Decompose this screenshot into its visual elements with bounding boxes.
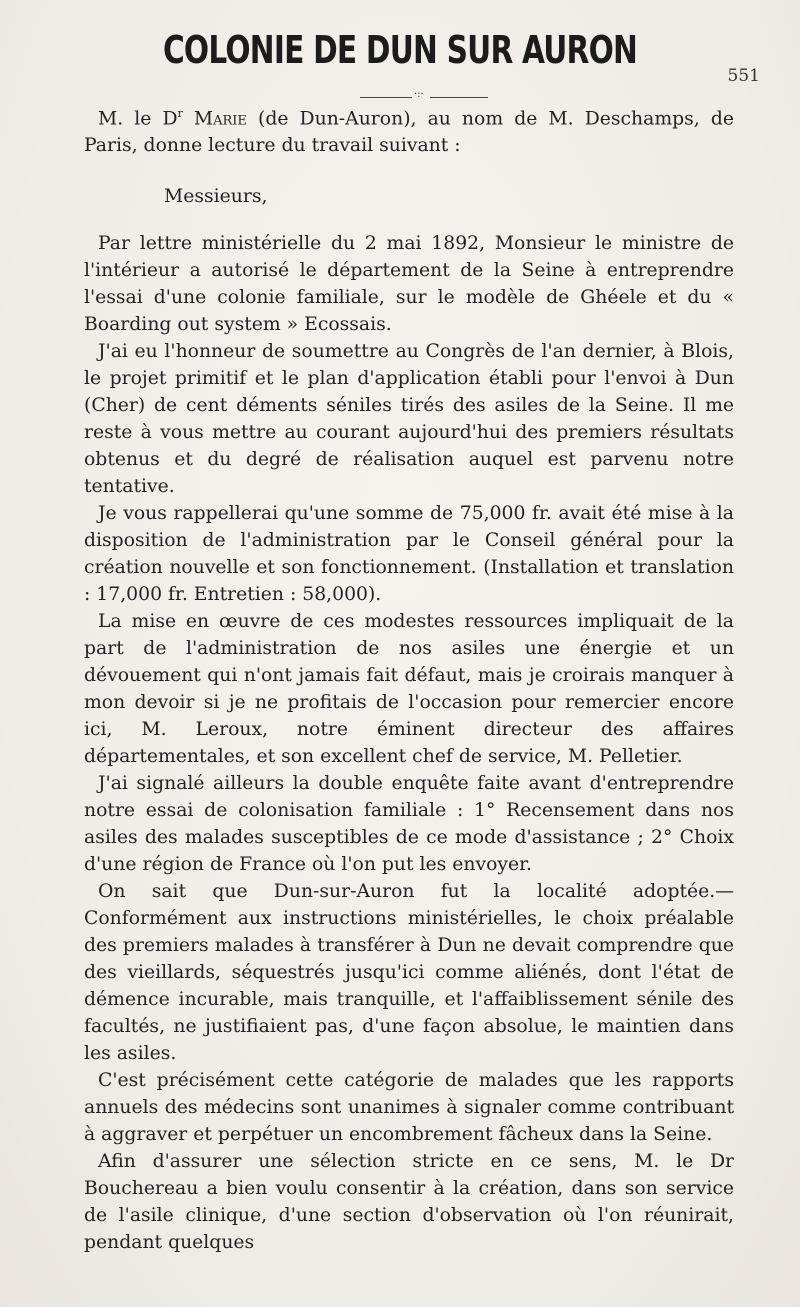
- ornament-line-right: [430, 97, 488, 98]
- paragraph: C'est précisément cette catégorie de malades que les rapports annuels des médecins sont unanimes à signaler comme contribuant à aggraver et perpétuer un encombrement fâcheux dans la Seine.: [84, 1070, 734, 1146]
- paragraph: Par lettre ministérielle du 2 mai 1892, Monsieur le ministre de l'intérieur a autorisé le département de la Seine à entreprendre l'essai d'une colonie familiale, sur le modèle de Ghéele et du « Boarding out system » Ecossais.: [84, 233, 734, 336]
- intro-text-a: M. le D: [98, 108, 178, 130]
- paragraph: J'ai eu l'honneur de soumettre au Congrès de l'an dernier, à Blois, le projet primitif et le plan d'application établi pour l'envoi à Dun (Cher) de cent déments séniles tirés des asiles de la Seine. Il me reste à vous mettre au courant aujourd'hui des premiers résultats obtenus et du degré de réalisation auquel est parvenu notre tentative.: [84, 341, 734, 498]
- paragraph: J'ai signalé ailleurs la double enquête faite avant d'entreprendre notre essai de colonisation familiale : 1° Recensement dans nos asiles des malades susceptibles de ce mode d'assistance ; 2° Choix d'une région de France où l'on put les envoyer.: [84, 773, 734, 876]
- page-number: 551: [727, 66, 760, 86]
- paragraph: Je vous rappellerai qu'une somme de 75,000 fr. avait été mise à la disposition de l'administration par le Conseil général pour la création nouvelle et son fonctionnement. (Installation et translation : 17,000 fr. Entretien : 58,000).: [84, 503, 734, 606]
- intro-paragraph: [84, 100, 734, 159]
- ornament-dots: ·:·: [414, 89, 424, 100]
- paragraph: La mise en œuvre de ces modestes ressources impliquait de la part de l'administration de nos asiles une énergie et un dévouement qui n'ont jamais fait défaut, mais je croirais manquer à mon devoir si je ne profitais de l'occasion pour remercier encore ici, M. Leroux, notre éminent directeur des affaires départementales, et son excellent chef de service, M. Pelletier.: [84, 611, 734, 768]
- intro-text-b: (de Dun-Auron), au nom de M. Deschamps, de Paris, donne lecture du travail suivant :: [84, 108, 734, 157]
- intro-superscript: r: [177, 107, 183, 120]
- intro-author-name: Marie: [193, 108, 247, 130]
- salutation: Messieurs,: [164, 186, 268, 208]
- ornament-line-left: [360, 97, 412, 98]
- body-text: [84, 100, 734, 1256]
- paragraph: On sait que Dun-sur-Auron fut la localité adoptée.— Conformément aux instructions ministérielles, le choix préalable des premiers malades à transférer à Dun ne devait comprendre que des vieillards, séquestrés jusqu'ici comme aliénés, dont l'état de démence incurable, mais tranquille, et l'affaiblissement sénile des facultés, ne justifiaient pas, d'une façon absolue, le maintien dans les asiles.: [84, 881, 734, 1065]
- running-title: COLONIE DE DUN SUR AURON: [162, 28, 638, 72]
- paragraph: Afin d'assurer une sélection stricte en ce sens, M. le Dr Bouchereau a bien voulu consentir à la création, dans son service de l'asile clinique, d'une section d'observation où l'on réunirait, pendant quelques: [84, 1151, 734, 1254]
